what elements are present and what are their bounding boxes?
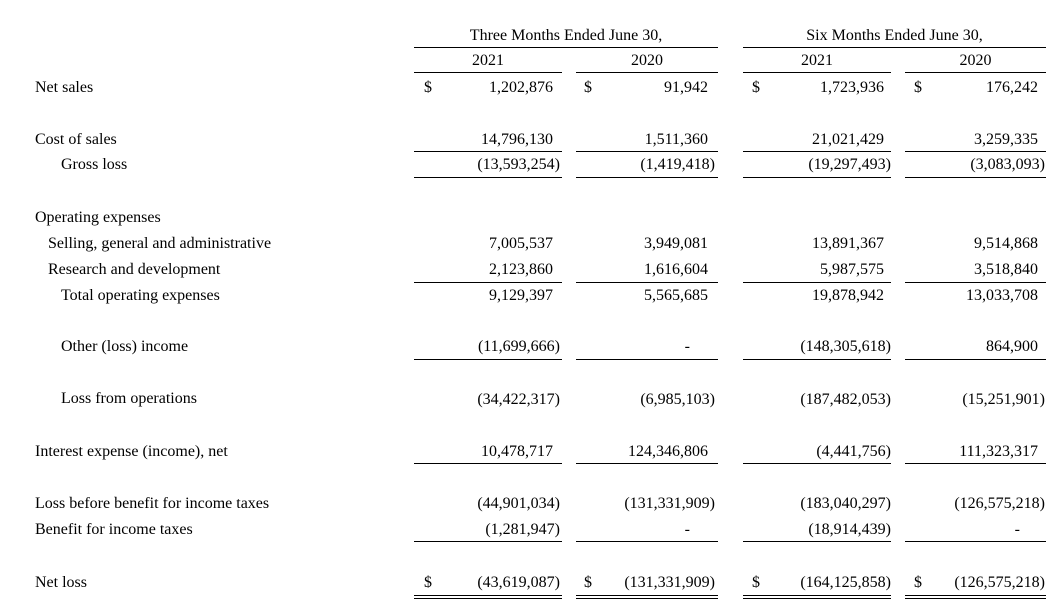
cell-value: (43,619,087) xyxy=(477,574,560,591)
cell-value: (131,331,909) xyxy=(624,495,715,512)
cell-value: - xyxy=(684,521,690,538)
year-divider xyxy=(576,72,718,73)
currency-symbol: $ xyxy=(752,79,760,96)
subtotal-line xyxy=(743,541,891,542)
subtotal-line xyxy=(576,177,718,178)
subtotal-line xyxy=(905,359,1046,360)
subtotal-line xyxy=(743,177,891,178)
cell-value: (15,251,901) xyxy=(962,391,1045,408)
row-label: Net sales xyxy=(35,79,94,96)
cell-value: (131,331,909) xyxy=(624,574,715,591)
row-label: Total operating expenses xyxy=(61,287,220,304)
cell-value: 1,511,360 xyxy=(644,131,708,148)
subtotal-line xyxy=(414,541,562,542)
cell-value: 10,478,717 xyxy=(481,443,553,460)
cell-value: 13,891,367 xyxy=(812,235,884,252)
year-header: 2021 xyxy=(801,52,833,69)
subtotal-line xyxy=(743,151,891,152)
cell-value: (183,040,297) xyxy=(800,495,891,512)
year-header: 2020 xyxy=(959,52,992,69)
row-label: Interest expense (income), net xyxy=(35,443,228,460)
total-double-line xyxy=(414,595,562,599)
cell-value: (148,305,618) xyxy=(800,338,891,355)
cell-value: 124,346,806 xyxy=(628,443,708,460)
cell-value: 1,202,876 xyxy=(489,79,553,96)
cell-value: (13,593,254) xyxy=(477,156,560,173)
subtotal-line xyxy=(414,177,562,178)
subtotal-line xyxy=(576,151,718,152)
row-label: Net loss xyxy=(35,574,87,591)
cell-value: (44,901,034) xyxy=(477,495,560,512)
cell-value: 3,259,335 xyxy=(974,131,1038,148)
currency-symbol: $ xyxy=(752,574,760,591)
cell-value: 13,033,708 xyxy=(966,287,1038,304)
cell-value: (4,441,756) xyxy=(816,443,891,460)
header-divider xyxy=(414,47,718,48)
cell-value: 111,323,317 xyxy=(959,443,1038,460)
year-divider xyxy=(414,72,562,73)
currency-symbol: $ xyxy=(584,574,592,591)
header-three-months: Three Months Ended June 30, xyxy=(469,27,663,44)
subtotal-line xyxy=(576,359,718,360)
total-double-line xyxy=(743,595,891,599)
cell-value: (126,575,218) xyxy=(954,495,1045,512)
subtotal-line xyxy=(905,282,1046,283)
cell-value: (6,985,103) xyxy=(640,391,715,408)
subtotal-line xyxy=(905,541,1046,542)
cell-value: 2,123,860 xyxy=(489,261,553,278)
year-divider xyxy=(743,72,891,73)
cell-value: (187,482,053) xyxy=(800,391,891,408)
cell-value: 9,129,397 xyxy=(489,287,553,304)
cell-value: 3,949,081 xyxy=(644,235,708,252)
cell-value: 1,723,936 xyxy=(820,79,884,96)
subtotal-line xyxy=(743,359,891,360)
subtotal-line xyxy=(576,541,718,542)
currency-symbol: $ xyxy=(424,574,432,591)
cell-value: (11,699,666) xyxy=(477,338,560,355)
year-divider xyxy=(905,72,1046,73)
header-six-months: Six Months Ended June 30, xyxy=(806,27,983,44)
currency-symbol: $ xyxy=(424,79,432,96)
cell-value: (1,281,947) xyxy=(485,521,560,538)
cell-value: - xyxy=(1014,521,1020,538)
cell-value: 14,796,130 xyxy=(481,131,553,148)
total-double-line xyxy=(576,595,718,599)
cell-value: 9,514,868 xyxy=(974,235,1038,252)
cell-value: (164,125,858) xyxy=(800,574,891,591)
header-divider xyxy=(743,47,1046,48)
subtotal-line xyxy=(905,151,1046,152)
row-label: Other (loss) income xyxy=(61,338,189,355)
cell-value: (1,419,418) xyxy=(640,156,715,173)
cell-value: 3,518,840 xyxy=(974,261,1038,278)
cell-value: 21,021,429 xyxy=(812,131,884,148)
cell-value: 5,987,575 xyxy=(820,261,884,278)
cell-value: (19,297,493) xyxy=(808,156,891,173)
currency-symbol: $ xyxy=(914,574,922,591)
row-label: Selling, general and administrative xyxy=(48,235,272,252)
cell-value: (3,083,093) xyxy=(970,156,1045,173)
currency-symbol: $ xyxy=(914,79,922,96)
cell-value: 1,616,604 xyxy=(644,261,708,278)
year-header: 2021 xyxy=(472,52,504,69)
cell-value: 91,942 xyxy=(664,79,708,96)
cell-value: (126,575,218) xyxy=(954,574,1045,591)
subtotal-line xyxy=(743,463,891,464)
row-label: Cost of sales xyxy=(35,131,117,148)
subtotal-line xyxy=(576,282,718,283)
row-label: Benefit for income taxes xyxy=(35,521,193,538)
year-header: 2020 xyxy=(631,52,663,69)
cell-value: 864,900 xyxy=(986,338,1038,355)
subtotal-line xyxy=(743,282,891,283)
subtotal-line xyxy=(576,463,718,464)
row-label: Loss from operations xyxy=(61,390,197,407)
cell-value: 5,565,685 xyxy=(644,287,708,304)
subtotal-line xyxy=(905,463,1046,464)
cell-value: 176,242 xyxy=(986,79,1038,96)
row-label: Research and development xyxy=(48,261,221,278)
subtotal-line xyxy=(414,359,562,360)
cell-value: (18,914,439) xyxy=(808,521,891,538)
subtotal-line xyxy=(414,282,562,283)
subtotal-line xyxy=(414,463,562,464)
row-label: Loss before benefit for income taxes xyxy=(35,495,270,512)
currency-symbol: $ xyxy=(584,79,592,96)
cell-value: - xyxy=(684,338,690,355)
row-label: Gross loss xyxy=(61,156,128,173)
total-double-line xyxy=(905,595,1046,599)
cell-value: (34,422,317) xyxy=(477,391,560,408)
cell-value: 7,005,537 xyxy=(489,235,553,252)
cell-value: 19,878,942 xyxy=(812,287,884,304)
section-label: Operating expenses xyxy=(35,209,161,226)
subtotal-line xyxy=(414,151,562,152)
subtotal-line xyxy=(905,177,1046,178)
